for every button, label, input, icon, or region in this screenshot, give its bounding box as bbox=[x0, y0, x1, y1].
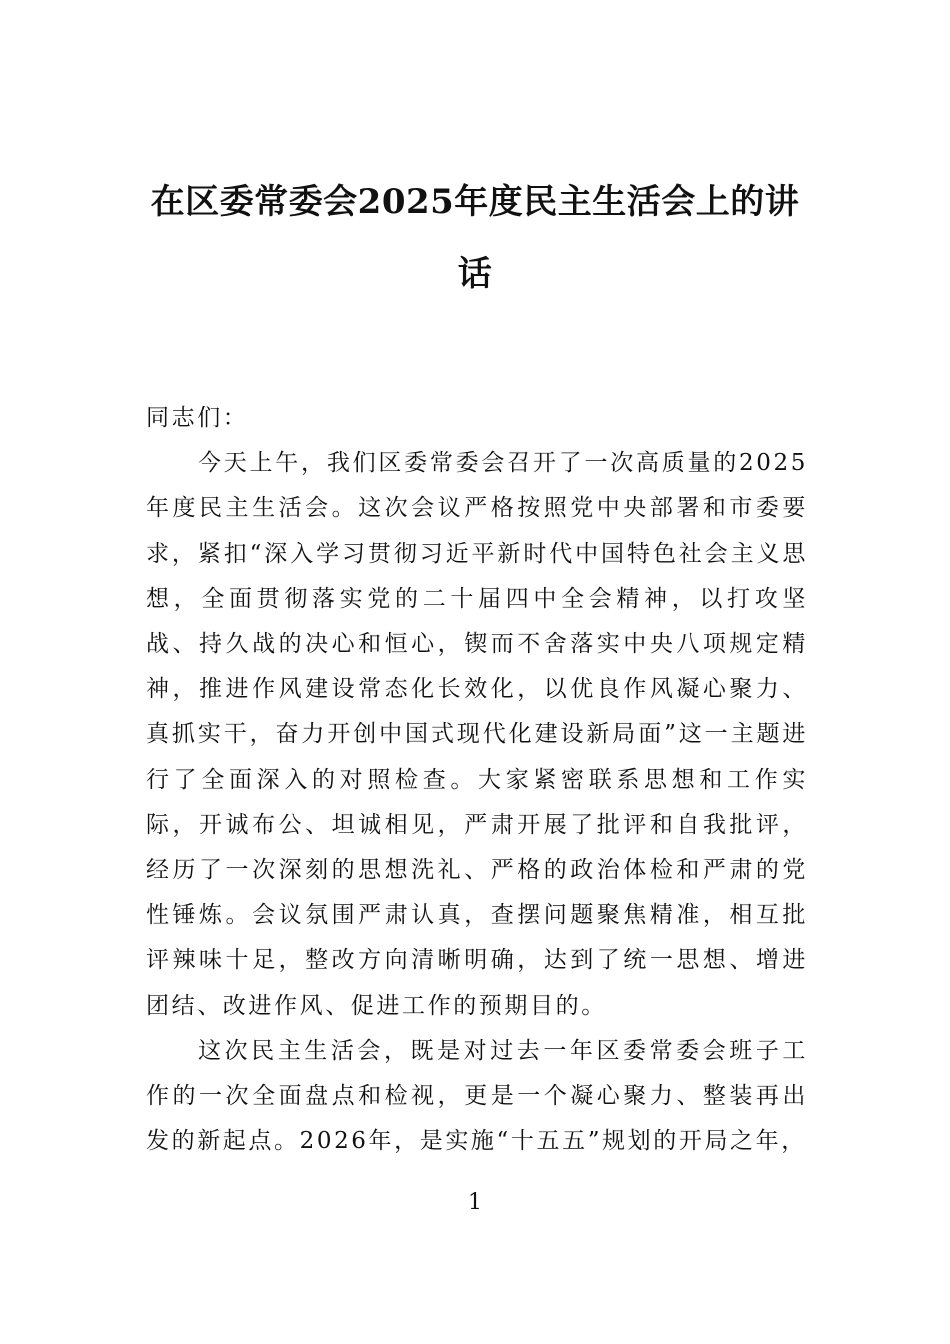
page-number: 1 bbox=[468, 1190, 482, 1215]
paragraph-2: 这次民主生活会，既是对过去一年区委常委会班子工作的一次全面盘点和检视，更是一个凝心聚力、整装再出发的新起点。2026年，是实施“十五五”规划的开局之年， bbox=[146, 1037, 808, 1155]
title-line-2: 话 bbox=[457, 254, 493, 294]
document-body bbox=[146, 396, 808, 1164]
salutation: 同志们： bbox=[146, 405, 249, 431]
title-line-1: 在区委常委会2025年度民主生活会上的讲 bbox=[150, 182, 800, 222]
document-title bbox=[140, 166, 810, 310]
paragraph-1: 今天上午，我们区委常委会召开了一次高质量的2025年度民主生活会。这次会议严格按照党中央部署和市委要求，紧扣“深入学习贯彻习近平新时代中国特色社会主义思想，全面贯彻落实党的二十届四中全会精神，以打攻坚战、持久战的决心和恒心，锲而不舍落实中央八项规定精神，推进作风建设常态化长效化，以优良作风凝心聚力、真抓实干，奋力开创中国式现代化建设新局面”这一主题进行了全面深入的对照检查。大家紧密联系思想和工作实际，开诚布公、坦诚相见，严肃开展了批评和自我批评，经历了一次深刻的思想洗礼、严格的政治体检和严肃的党性锤炼。会议氛围严肃认真，查摆问题聚焦精准，相互批评辣味十足，整改方向清晰明确，达到了统一思想、增进团结、改进作风、促进工作的预期目的。 bbox=[146, 450, 808, 1019]
